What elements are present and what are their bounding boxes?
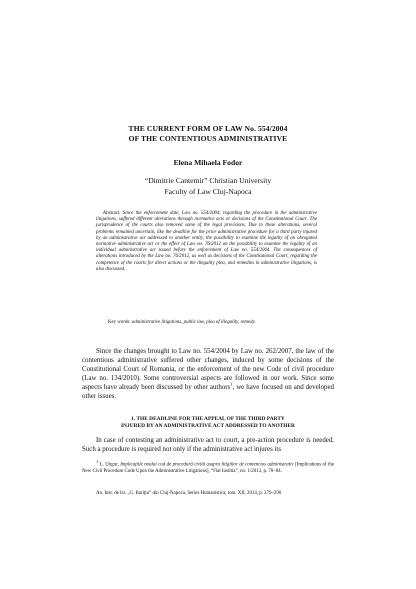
- footnote-1: [82, 459, 335, 476]
- footnote-ref-1[interactable]: 1: [230, 381, 233, 387]
- author-affiliation: [40, 176, 376, 197]
- affiliation-line-2: Faculty of Law Cluj-Napoca: [164, 186, 252, 196]
- intro-text-b: , we have focused on and developed other issues.: [82, 384, 334, 400]
- keywords-label: Key words:: [108, 320, 131, 325]
- abstract-text: Since the enforcement date, Law no. 554/2004, regarding the procedure in the administrative litigations, suffered different alterations through normative acts or decisions of the Constitutional Court. The jurisprudence of the courts also removed some of the legal provisions. Due to these alterations, several problems remained uncertain, like the deadline for the prior administrative procedure for a third party injured by an administrative act addressed to another entity, the possibility to examine the legality of an abrogated normative administrative act or the effect of Law no. 76/2012 on the possibility to examine the legality of an individual administrative act issued before the enforcement of Law no. 554/2004. The consequences of alterations introduced by the Law no. 76/2012, as well as decisions of the Constitutional Court, regarding the competence of the courts for direct actions or the illegality plea, and remedies in administrative litigations, is also discussed.: [96, 211, 317, 272]
- author-name: Elena Mihaela Fodor: [173, 158, 243, 167]
- section-paragraph: In case of contesting an administrative act to court, a pre-action procedure is needed. Such a procedure is required not only if the administrative act injures its: [82, 437, 334, 453]
- intro-text-a: Since the changes brought to Law no. 554/2004 by Law no. 262/2007, the law of the contentious administrative suffered other changes, induced by some decisions of the Constitutional Court of Romania, or the enforcement of the new Code of civil procedure (Law no. 134/2010). Some controversial aspects are followed in our work. Since some aspects have already been discussed by other authors: [82, 348, 334, 391]
- abstract-label: Abstract.: [102, 211, 121, 216]
- keywords: [96, 320, 317, 326]
- title-line-1: THE CURRENT FORM OF LAW No. 554/2004: [128, 124, 288, 133]
- footnote-title: Implicaţiile noului cod de procedură civilă asupra litigiilor de contencios administrativ: [120, 462, 294, 468]
- section-heading-line-1: [82, 416, 334, 423]
- keywords-text: administrative litigations, public law, plea of illegality, remedy.: [131, 320, 256, 325]
- section-heading-line-2: INJURED BY AN ADMINISTRATIVE ACT ADDRESSED TO ANOTHER: [121, 423, 295, 430]
- intro-paragraph: [82, 347, 334, 401]
- title-line-2: OF THE CONTENTIOUS ADMINISTRATIVE: [128, 134, 288, 143]
- footnote-number: 1: [96, 459, 99, 464]
- paper-title: [40, 124, 376, 144]
- footnote-rest: [Implications of the New Civil Procedure Code Upon the Administrative Litigations], “Fiat Iustitia”, no. 1/2013, p. 70–84.: [82, 462, 335, 475]
- section-heading-text-1: THE DEADLINE FOR THE APPEAL OF THE THIRD PARTY: [136, 416, 285, 422]
- abstract: [96, 211, 317, 273]
- footnote-author: L. Ungur,: [99, 462, 119, 468]
- running-footer: An. Inst. de Ist. „G. Bariţiu” din Cluj-Napoca, Series Humanistica, tom. XII, 2014, p. 279–290: [96, 491, 282, 496]
- affiliation-line-1: “Dimitrie Cantemir” Christian University: [144, 176, 272, 185]
- section-heading: [82, 416, 334, 431]
- section-number: 1.: [131, 416, 136, 422]
